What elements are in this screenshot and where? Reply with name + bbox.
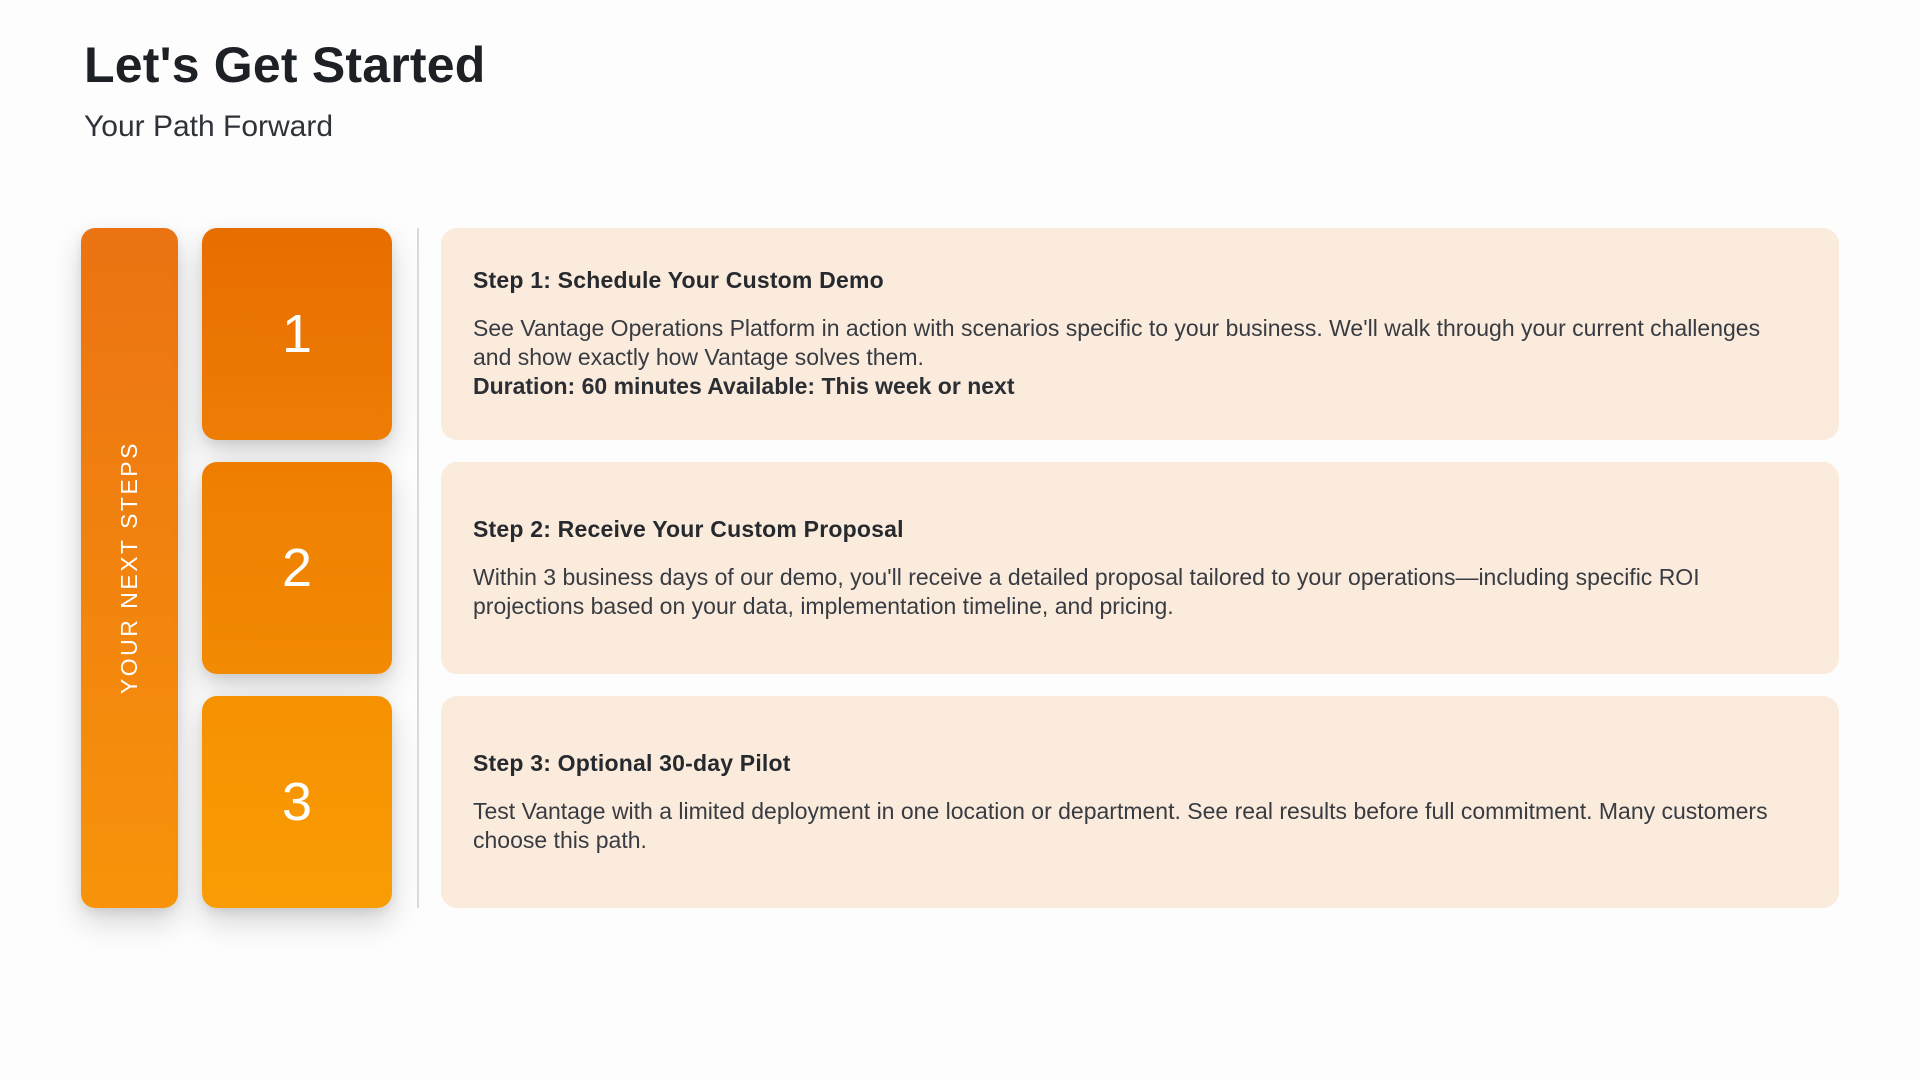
steps-section — [81, 228, 1839, 908]
step-1-number: 1 — [281, 304, 313, 364]
step-2-body: Within 3 business days of our demo, you'll receive a detailed proposal tailored to your operations—including specific ROI projections based on your data, implementation timeline, and pricing. — [473, 563, 1700, 619]
step-1-meta: Duration: 60 minutes Available: This week or next — [473, 373, 1015, 399]
step-3-body: Test Vantage with a limited deployment in one location or department. See real results before full commitment. Many customers choose this path. — [473, 797, 1768, 853]
page-subtitle: Your Path Forward — [84, 110, 334, 143]
step-2-number-badge — [202, 462, 392, 674]
vertical-divider — [417, 228, 419, 908]
step-3-number: 3 — [281, 772, 313, 832]
step-1-title: Step 1: Schedule Your Custom Demo — [473, 267, 884, 293]
step-3-title: Step 3: Optional 30-day Pilot — [473, 749, 791, 776]
page-title: Let's Get Started — [84, 37, 486, 93]
step-2-card — [441, 462, 1839, 674]
step-1-body: See Vantage Operations Platform in action with scenarios specific to your business. We'll walk through your current challenges and show exactly how Vantage solves them. — [473, 315, 1761, 370]
next-steps-sidebar — [81, 228, 178, 908]
step-cards-column — [441, 228, 1839, 908]
header — [84, 36, 486, 144]
step-2-number: 2 — [281, 538, 313, 598]
step-3-card — [441, 696, 1839, 908]
step-3-number-badge — [202, 696, 392, 908]
next-steps-label: YOUR NEXT STEPS — [116, 441, 142, 695]
step-2-title: Step 2: Receive Your Custom Proposal — [473, 515, 904, 542]
step-1-card — [441, 228, 1839, 440]
step-numbers-column — [202, 228, 392, 908]
step-1-number-badge — [202, 228, 392, 440]
